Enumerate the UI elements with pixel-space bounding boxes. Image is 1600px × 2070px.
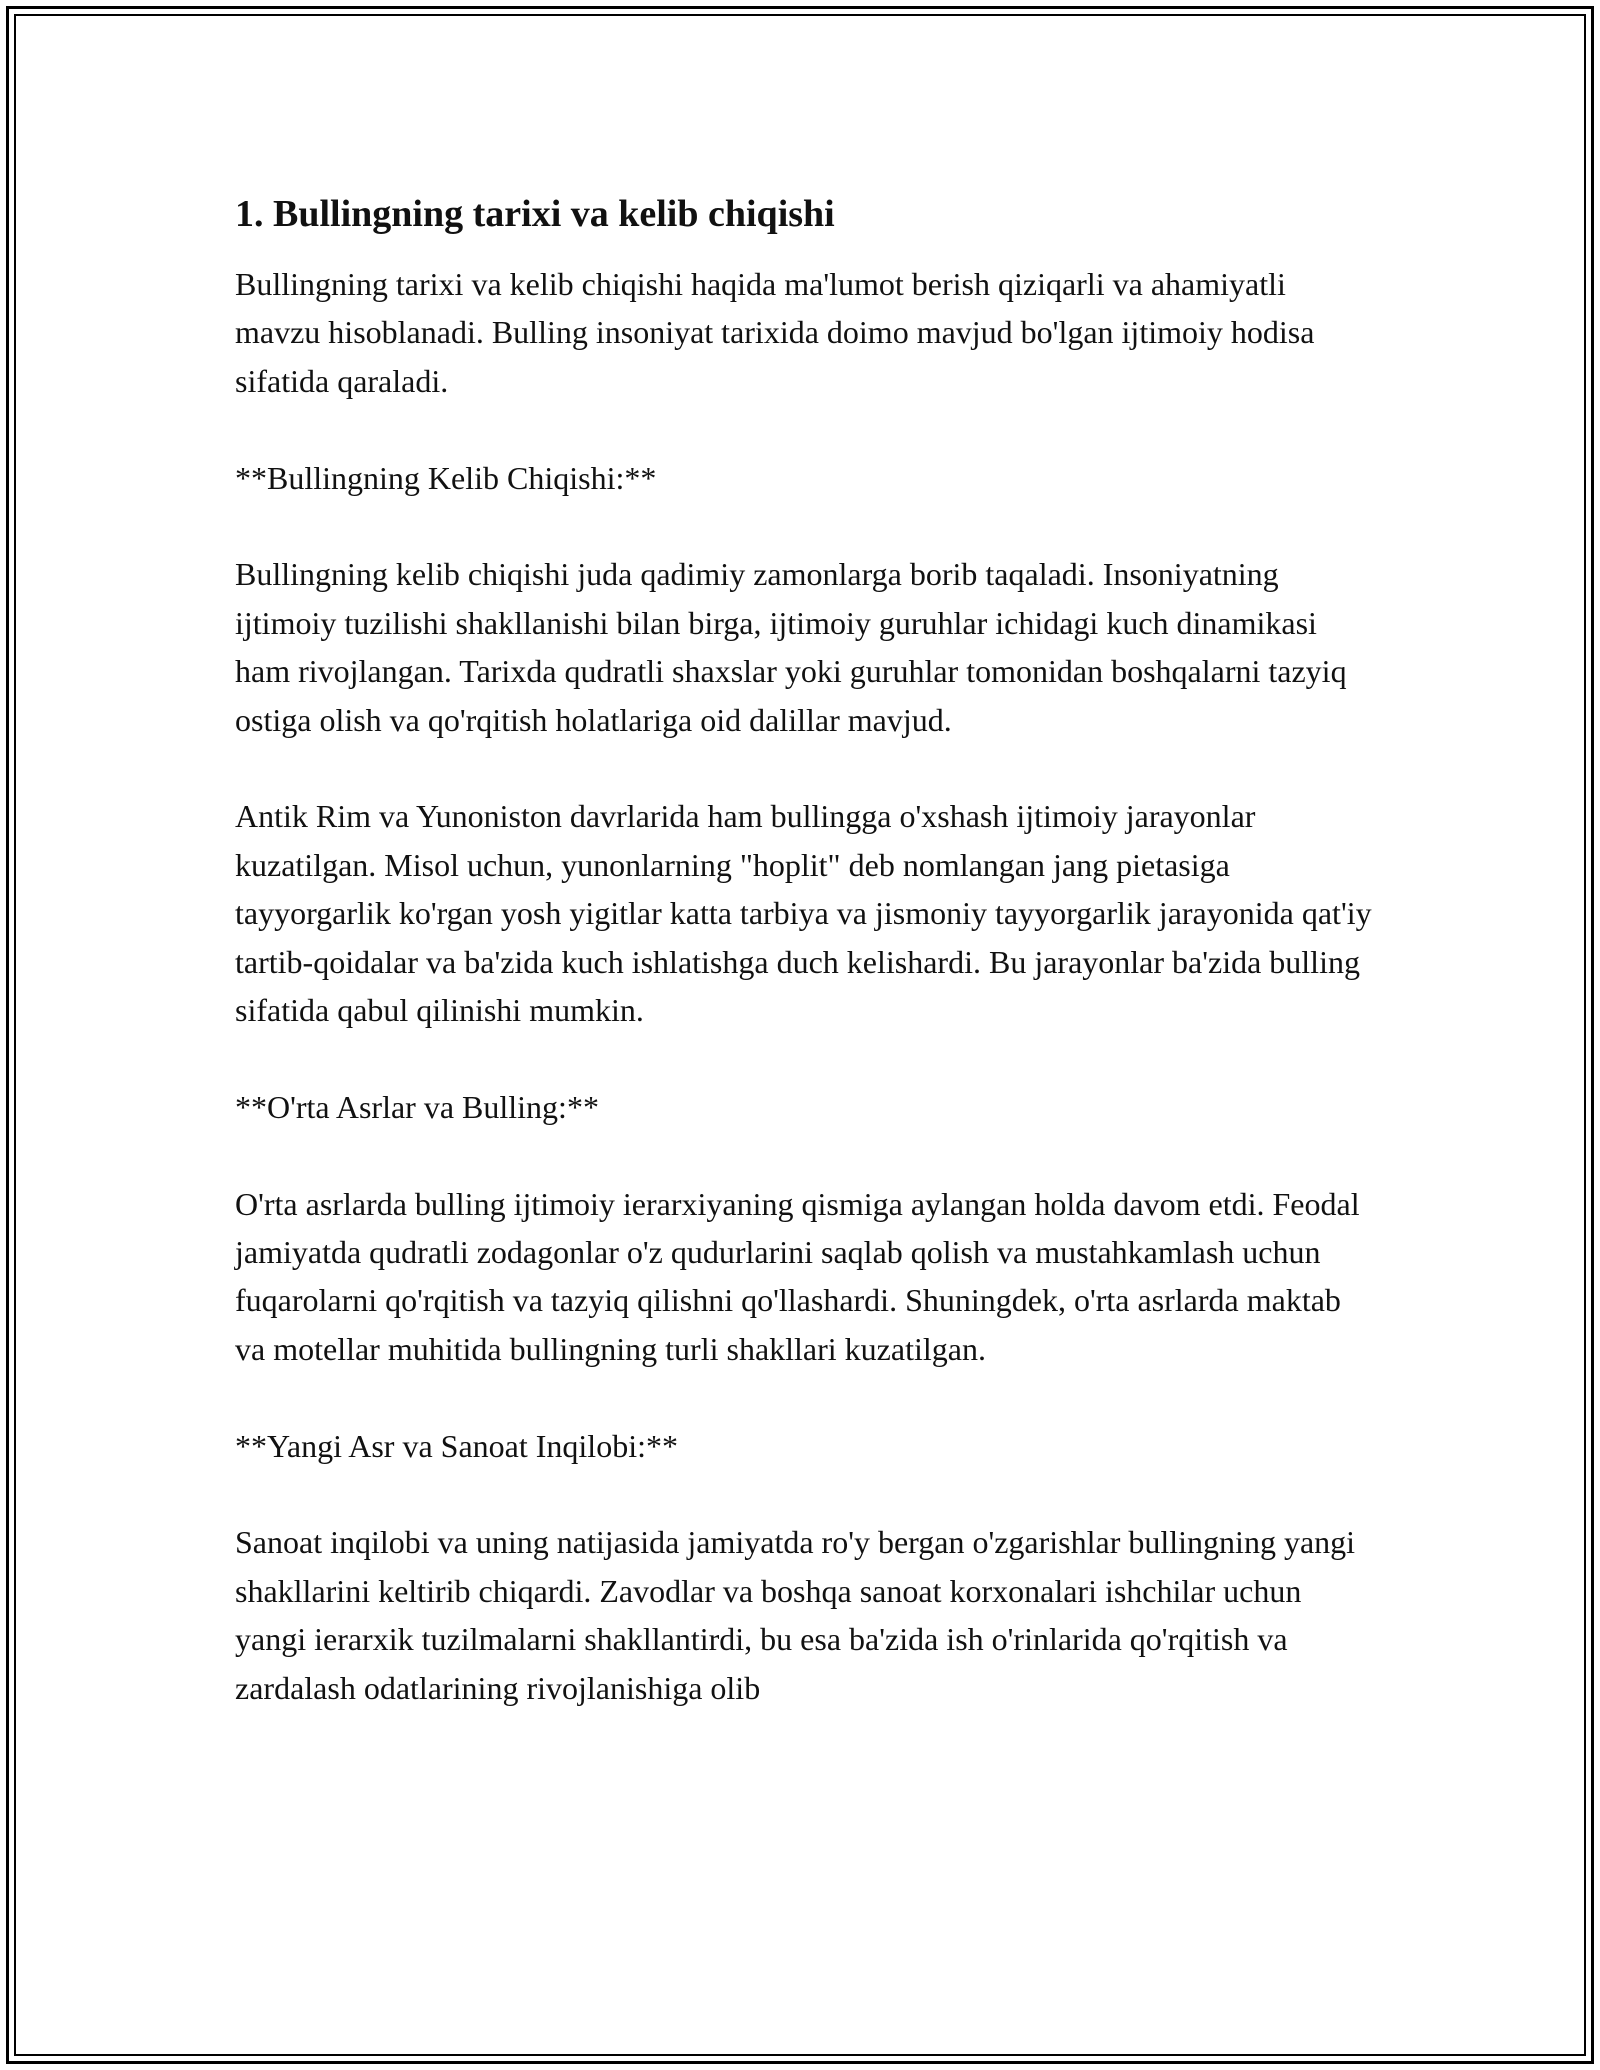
paragraph-industrial: Sanoat inqilobi va uning natijasida jamiyatda ro'y bergan o'zgarishlar bullingning yangi shakllarini keltirib chiqardi. Zavodlar va boshqa sanoat korxonalari ishchilar uchun yangi ierarxik tuzilmalarni shakllantirdi, bu esa ba'zida ish o'rinlarida qo'rqitish va zardalash odatlarining rivojlanishiga olib xyxy=(235,1524,1356,1706)
section-heading: 1. Bullingning tarixi va kelib chiqishi xyxy=(235,193,835,235)
subheading-industrial: **Yangi Asr va Sanoat Inqilobi:** xyxy=(235,1427,678,1464)
paragraph-middle-ages: O'rta asrlarda bulling ijtimoiy ierarxiyaning qismiga aylangan holda davom etdi. Feodal jamiyatda qudratli zodagonlar o'z qudurlarini saqlab qolish va mustahkamlash uchun fuqarolarni qo'rqitish va tazyiq qilishni qo'llashardi. Shuningdek, o'rta asrlarda maktab va motellar muhitida bullingning turli shakllari kuzatilgan. xyxy=(235,1185,1360,1367)
subheading-origin: **Bullingning Kelib Chiqishi:** xyxy=(235,459,657,496)
paragraph-antiquity: Antik Rim va Yunoniston davrlarida ham bullingga o'xshash ijtimoiy jarayonlar kuzatilgan. Misol uchun, yunonlarning "hoplit" deb nomlangan jang pietasiga tayyorgarlik ko'rgan yosh yigitlar katta tarbiya va jismoniy tayyorgarlik jarayonida qat'iy tartib-qoidalar va ba'zida kuch ishlatishga duch kelishardi. Bu jarayonlar ba'zida bulling sifatida qabul qilinishi mumkin. xyxy=(235,798,1372,1029)
subheading-middle-ages: **O'rta Asrlar va Bulling:** xyxy=(235,1088,599,1125)
paragraph-origin: Bullingning kelib chiqishi juda qadimiy zamonlarga borib taqaladi. Insoniyatning ijtimoiy tuzilishi shakllanishi bilan birga, ijtimoiy guruhlar ichidagi kuch dinamikasi ham rivojlangan. Tarixda qudratli shaxslar yoki guruhlar tomonidan boshqalarni tazyiq ostiga olish va qo'rqitish holatlariga oid dalillar mavjud. xyxy=(235,556,1347,738)
document-body xyxy=(235,188,1375,1712)
paragraph-intro: Bullingning tarixi va kelib chiqishi haqida ma'lumot berish qiziqarli va ahamiyatli mavzu hisoblanadi. Bulling insoniyat tarixida doimo mavjud bo'lgan ijtimoiy hodisa sifatida qaraladi. xyxy=(235,266,1315,399)
